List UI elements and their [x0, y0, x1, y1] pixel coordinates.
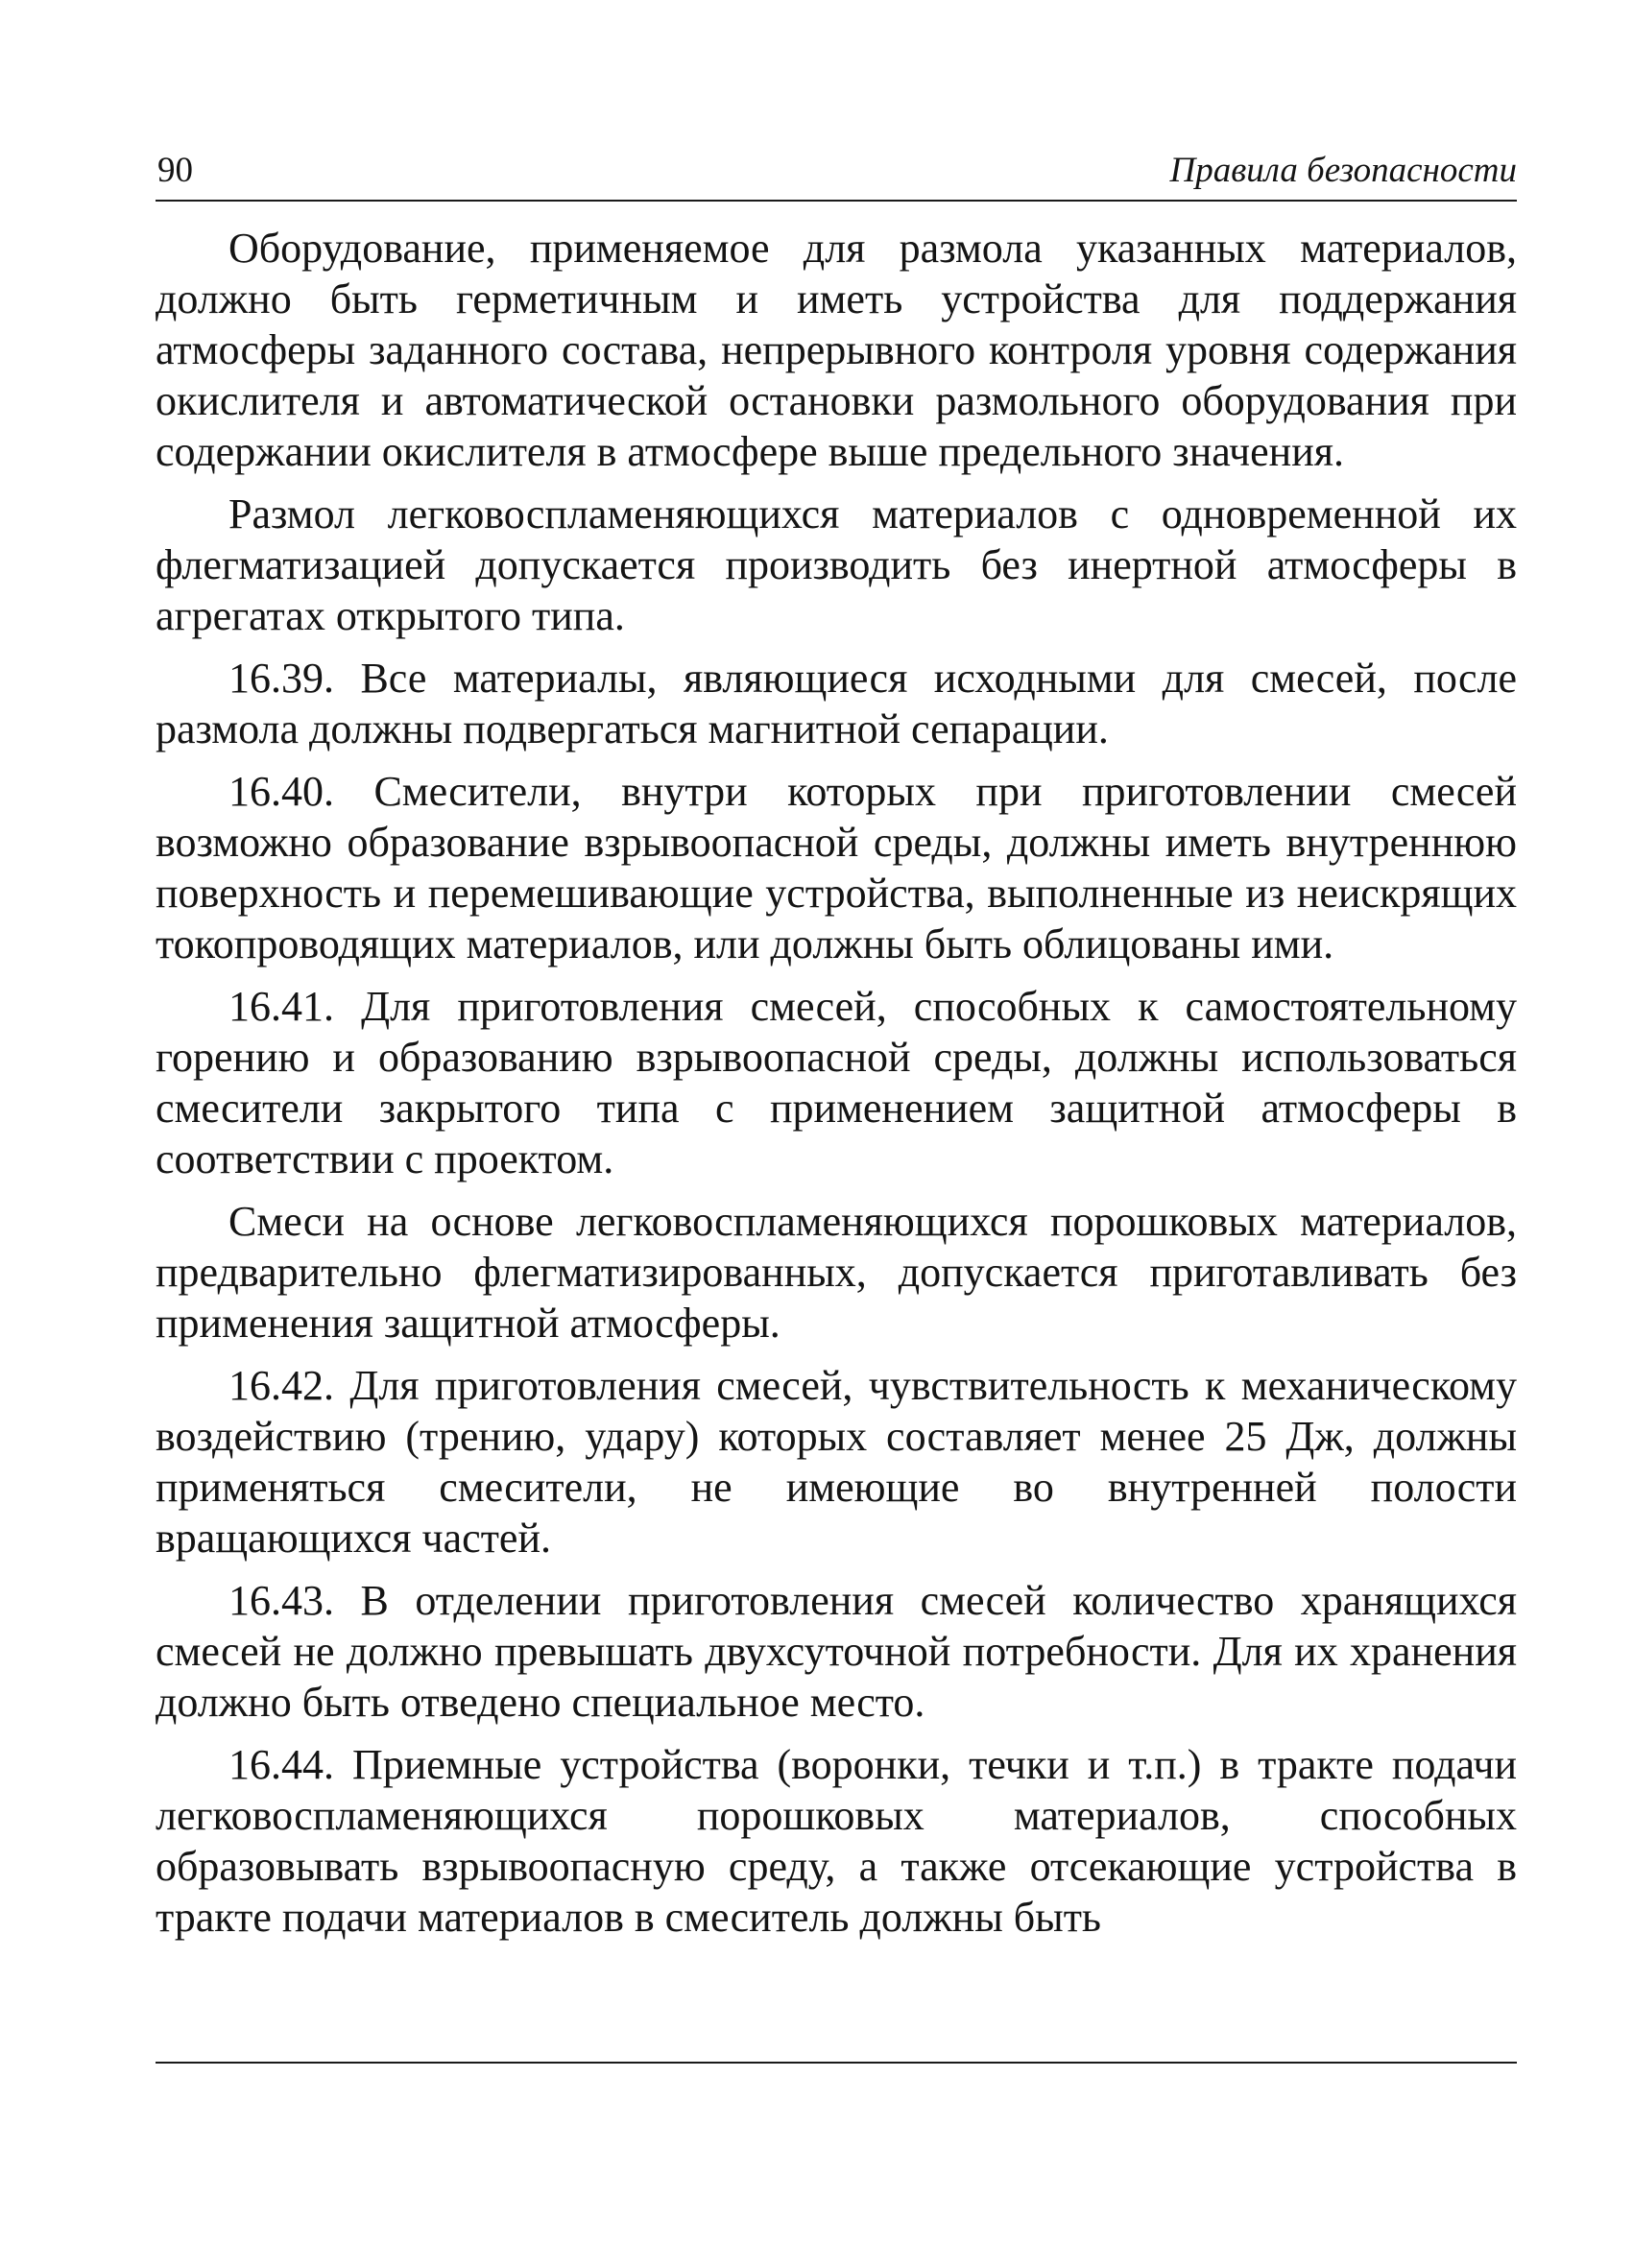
page-number: 90 — [157, 151, 193, 190]
page — [156, 144, 1517, 1954]
body-text — [156, 223, 1517, 1943]
running-header — [156, 144, 1517, 202]
running-title: Правила безопасности — [1169, 151, 1517, 190]
paragraph-16-40: 16.40. Смесители, внутри которых при приготовлении смесей возможно образование взрывоопасной среды, должны иметь внутреннюю поверхность и перемешивающие устройства, выполненные из неискрящих токопроводящих материалов, или должны быть облицованы ими. — [156, 768, 1517, 967]
paragraph-16-41: 16.41. Для приготовления смесей, способных к самостоятельному горению и образованию взрывоопасной среды, должны использоваться смесители закрытого типа с применением защитной атмосферы в соответствии с проектом. — [156, 983, 1517, 1182]
paragraph: Размол легковоспламеняющихся материалов с одновременной их флегматизацией допускается производить без инертной атмосферы в агрегатах открытого типа. — [156, 490, 1517, 639]
paragraph: Смеси на основе легковоспламеняющихся порошковых материалов, предварительно флегматизированных, допускается приготавливать без применения защитной атмосферы. — [156, 1198, 1517, 1347]
paragraph-16-44: 16.44. Приемные устройства (воронки, течки и т.п.) в тракте подачи легковоспламеняющихся порошковых материалов, способных образовывать взрывоопасную среду, а также отсекающие устройства в тракте подачи материалов в смеситель должны быть — [156, 1741, 1517, 1941]
paragraph: Оборудование, применяемое для размола указанных материалов, должно быть герметичным и иметь устройства для поддержания атмосферы заданного состава, непрерывного контроля уровня содержания окислителя и автоматической остановки размольного оборудования при содержании окислителя в атмосфере выше предельного значения. — [156, 225, 1517, 475]
bottom-rule — [156, 2062, 1517, 2064]
paragraph-16-43: 16.43. В отделении приготовления смесей количество хранящихся смесей не должно превышать двухсуточной потребности. Для их хранения должно быть отведено специальное место. — [156, 1577, 1517, 1726]
paragraph-16-42: 16.42. Для приготовления смесей, чувствительность к механическому воздействию (трению, удару) которых составляет менее 25 Дж, должны применяться смесители, не имеющие во внутренней полости вращающихся частей. — [156, 1362, 1517, 1562]
paragraph-16-39: 16.39. Все материалы, являющиеся исходными для смесей, после размола должны подвергаться магнитной сепарации. — [156, 655, 1517, 752]
